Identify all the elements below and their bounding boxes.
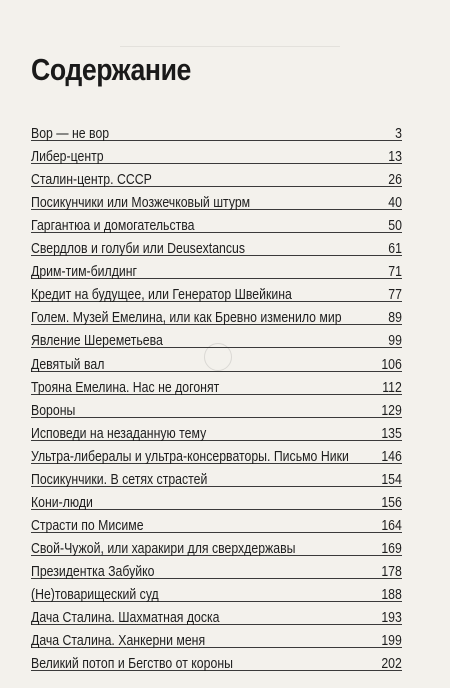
toc-entry [31, 444, 402, 467]
toc-entry [31, 605, 402, 628]
bleed-through-line [120, 46, 340, 47]
toc-entry [31, 467, 402, 490]
toc-entry-page: 13 [388, 149, 402, 166]
toc-entry [31, 213, 402, 236]
toc-entry-title: Гаргантюа и домогательства [31, 218, 195, 235]
toc-entry [31, 236, 402, 259]
toc-entry [31, 559, 402, 582]
toc-entry [31, 144, 402, 167]
toc-entry-page: 164 [381, 517, 402, 534]
toc-entry-page: 156 [381, 494, 402, 511]
toc-entry-title: Дача Сталина. Ханкерни меня [31, 633, 206, 650]
table-of-contents [31, 121, 402, 674]
toc-entry-page: 129 [381, 402, 402, 419]
toc-entry-title: Исповеди на незаданную тему [31, 425, 207, 442]
toc-entry [31, 190, 402, 213]
toc-entry-title: Вороны [31, 402, 76, 419]
toc-entry-page: 50 [388, 218, 402, 235]
toc-entry-title: Посикунчики или Мозжечковый штурм [31, 195, 251, 212]
toc-entry-page: 188 [381, 586, 402, 603]
toc-entry [31, 305, 402, 328]
toc-entry [31, 536, 402, 559]
toc-entry-page: 3 [395, 126, 402, 143]
toc-entry-page: 106 [381, 356, 402, 373]
toc-entry [31, 513, 402, 536]
toc-entry-page: 199 [381, 633, 402, 650]
toc-entry-title: Свой-Чужой, или харакири для сверхдержавы [31, 540, 296, 557]
toc-entry [31, 121, 402, 144]
toc-entry-title: Кони-люди [31, 494, 93, 511]
toc-entry-title: Дрим-тим-билдинг [31, 264, 138, 281]
toc-entry [31, 490, 402, 513]
toc-entry-title: Кредит на будущее, или Генератор Швейкина [31, 287, 292, 304]
toc-entry-title: (Не)товарищеский суд [31, 586, 159, 603]
toc-entry [31, 351, 402, 374]
toc-entry-title: Девятый вал [31, 356, 105, 373]
page-title: Содержание [31, 52, 191, 87]
toc-entry [31, 421, 402, 444]
toc-entry-title: Великий потоп и Бегство от короны [31, 656, 233, 673]
toc-entry-page: 26 [388, 172, 402, 189]
toc-entry-page: 202 [381, 656, 402, 673]
toc-entry-title: Дача Сталина. Шахматная доска [31, 610, 220, 627]
toc-entry [31, 398, 402, 421]
toc-entry-title: Либер-центр [31, 149, 104, 166]
toc-entry-title: Явление Шереметьева [31, 333, 163, 350]
toc-entry-page: 154 [381, 471, 402, 488]
toc-entry-page: 135 [381, 425, 402, 442]
toc-entry-page: 193 [381, 610, 402, 627]
toc-entry-title: Свердлов и голуби или Deusextancus [31, 241, 246, 258]
toc-entry [31, 582, 402, 605]
toc-entry-page: 146 [381, 448, 402, 465]
toc-entry [31, 167, 402, 190]
toc-entry-title: Сталин-центр. СССР [31, 172, 152, 189]
toc-entry-page: 112 [382, 379, 402, 396]
toc-entry [31, 628, 402, 651]
toc-entry-page: 61 [388, 241, 402, 258]
toc-entry-title: Посикунчики. В сетях страстей [31, 471, 208, 488]
toc-entry-title: Президентка Забуйко [31, 563, 155, 580]
toc-entry-page: 99 [388, 333, 402, 350]
toc-entry [31, 282, 402, 305]
toc-entry-page: 89 [388, 310, 402, 327]
leader-line [31, 417, 402, 418]
toc-entry-title: Ультра-либералы и ультра-консерваторы. Письмо Ники [31, 448, 349, 465]
toc-entry [31, 328, 402, 351]
toc-entry [31, 375, 402, 398]
toc-entry-page: 77 [388, 287, 402, 304]
toc-entry-page: 71 [388, 264, 402, 281]
toc-entry-title: Страсти по Мисиме [31, 517, 144, 534]
toc-entry-title: Вор — не вор [31, 126, 110, 143]
toc-entry [31, 259, 402, 282]
toc-entry-title: Трояна Емелина. Нас не догонят [31, 379, 220, 396]
toc-entry-title: Голем. Музей Емелина, или как Бревно изменило мир [31, 310, 342, 327]
toc-entry-page: 178 [381, 563, 402, 580]
toc-entry [31, 651, 402, 674]
toc-entry-page: 40 [388, 195, 402, 212]
toc-entry-page: 169 [381, 540, 402, 557]
